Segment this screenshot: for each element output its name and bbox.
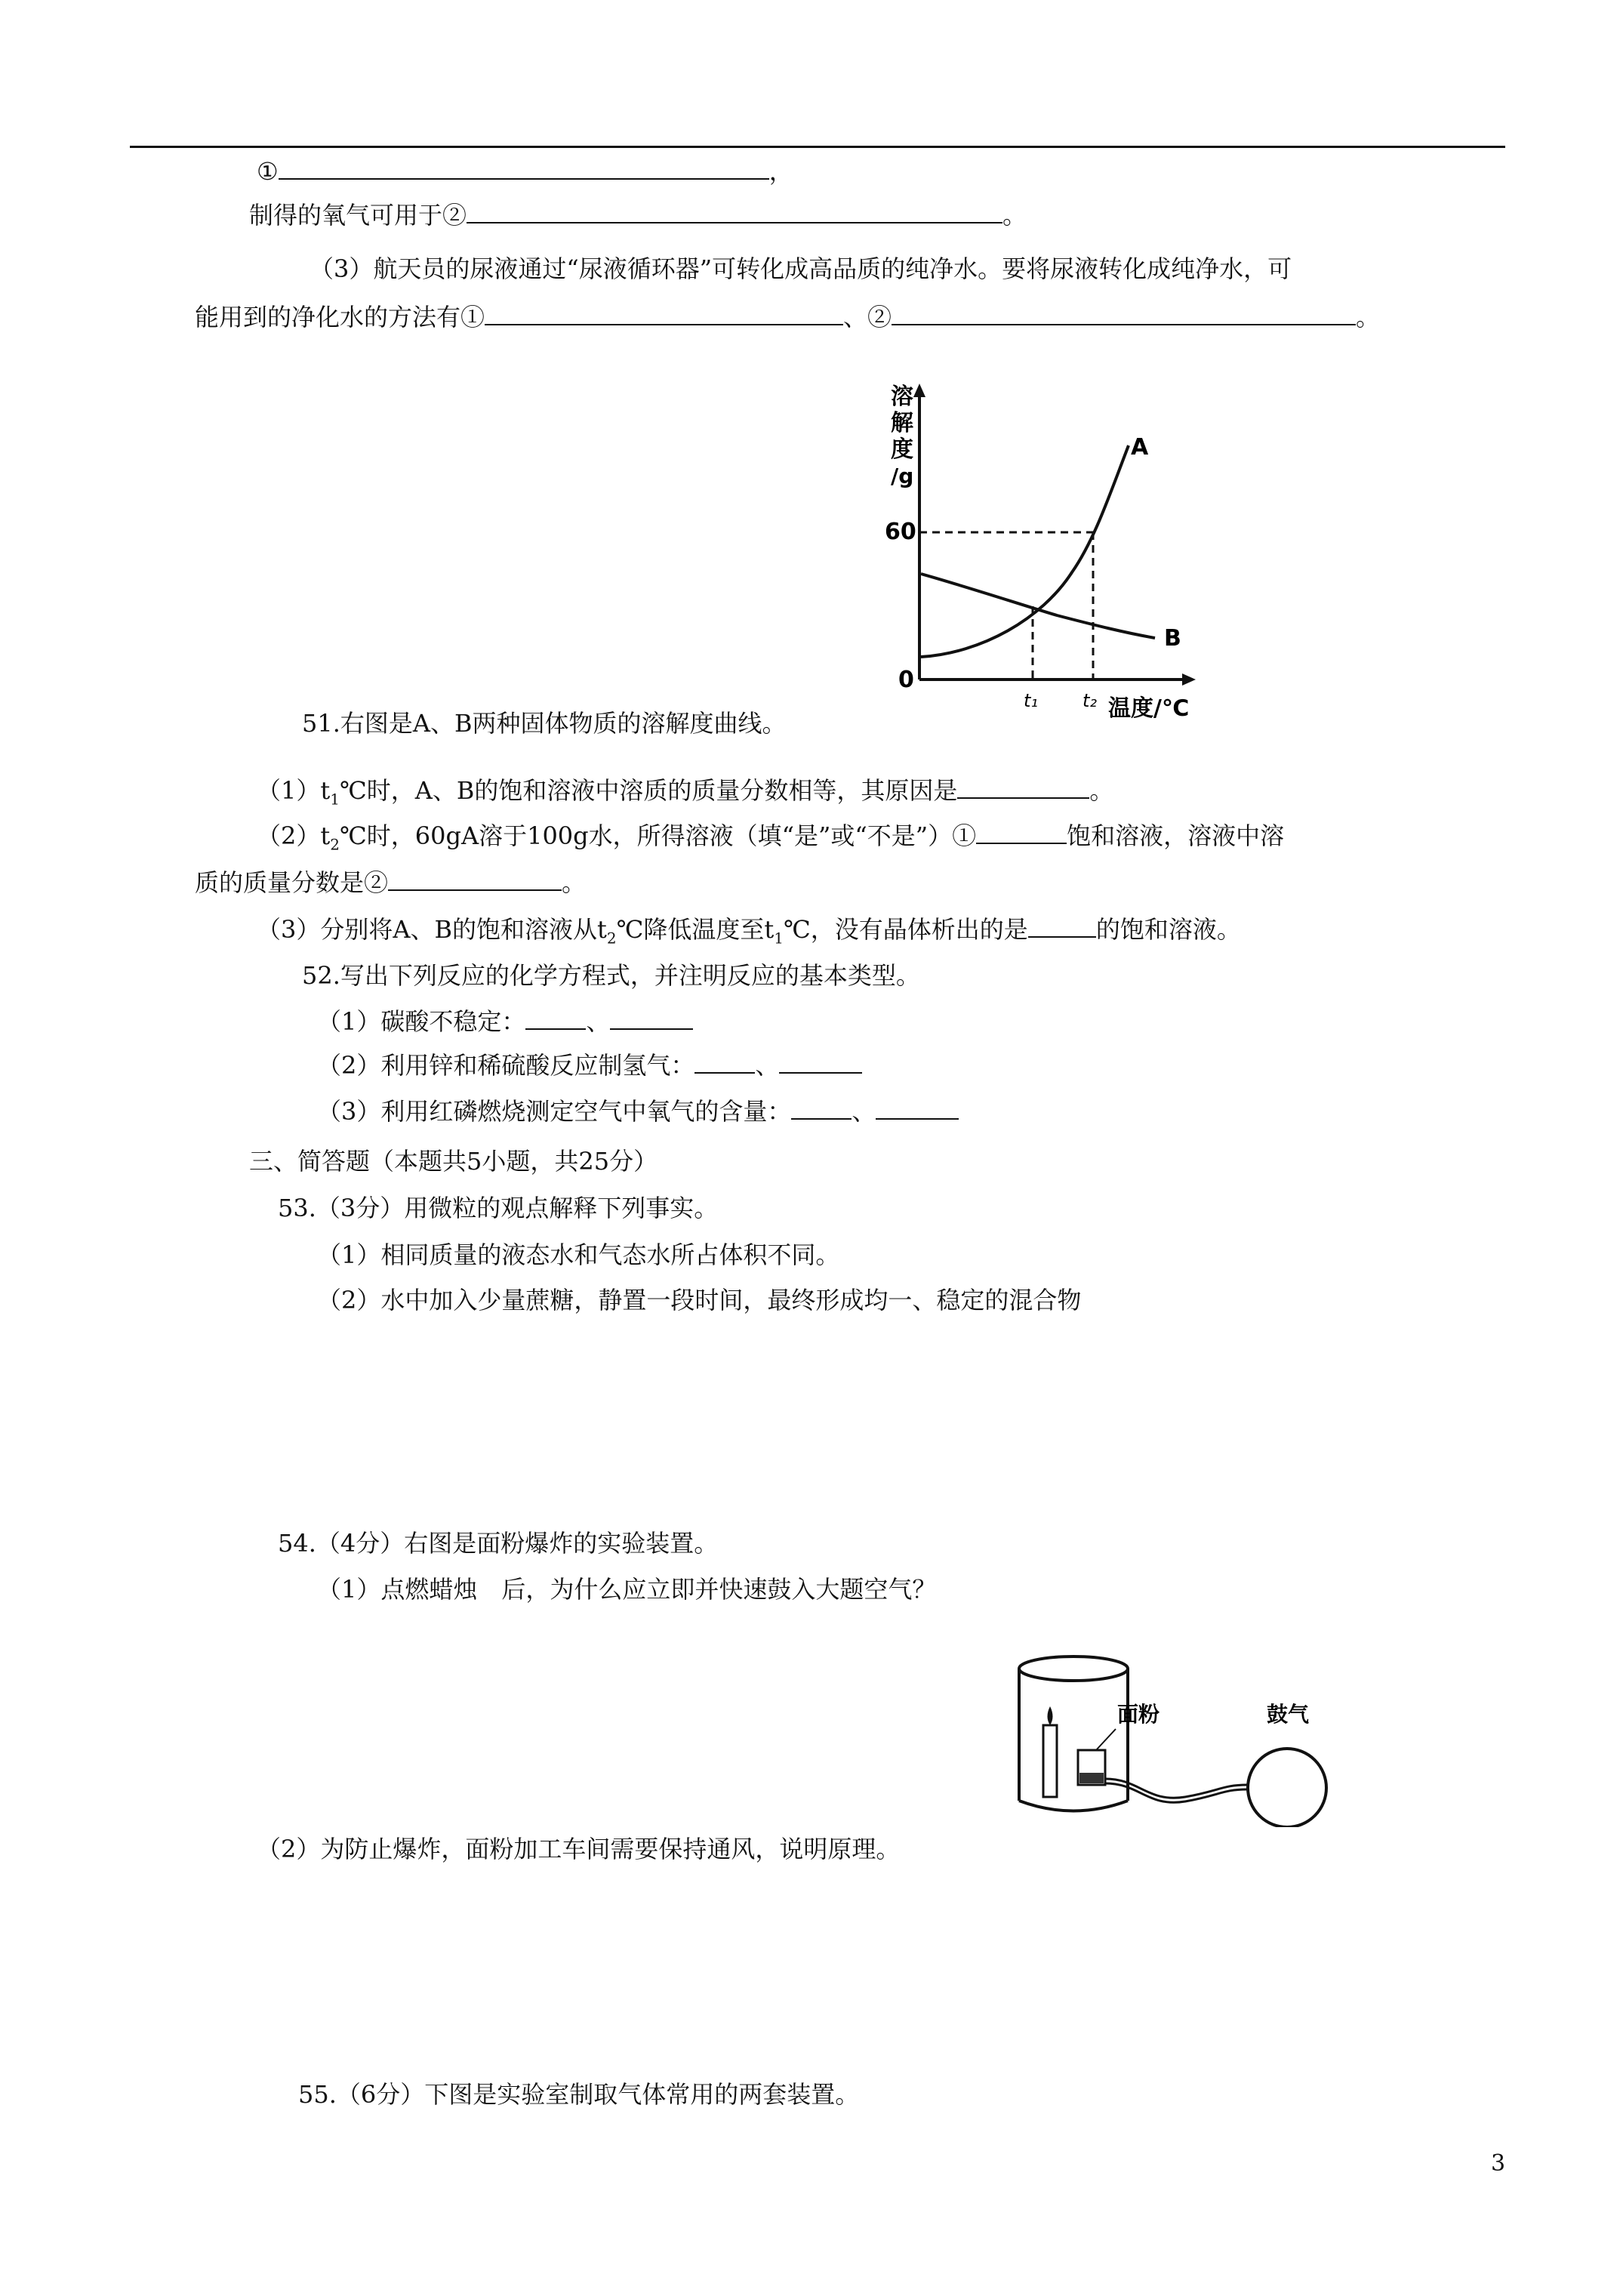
- x-tick-t1: t₁: [1024, 690, 1039, 711]
- answer-blank[interactable]: [610, 1006, 693, 1030]
- ylabel-char: 溶: [891, 384, 913, 410]
- q53-part1: （1）相同质量的液态水和气态水所占体积不同。: [317, 1240, 840, 1269]
- section-3-heading: 三、简答题（本题共5小题，共25分）: [249, 1147, 658, 1176]
- y-tick-60: 60: [885, 519, 916, 545]
- answer-blank[interactable]: [279, 156, 769, 180]
- curve-b-label: B: [1164, 625, 1181, 652]
- flour: [1079, 1773, 1104, 1783]
- air-bulb: [1248, 1749, 1326, 1827]
- answer-blank[interactable]: [525, 1006, 586, 1030]
- cylinder-top: [1019, 1657, 1128, 1681]
- q50-part3-line-1: （3）航天员的尿液通过“尿液循环器”可转化成高品质的纯净水。要将尿液转化成纯净水，可: [310, 254, 1292, 283]
- q55-intro: 55.（6分）下图是实验室制取气体常用的两套装置。: [298, 2080, 860, 2109]
- ylabel-char: 度: [891, 436, 913, 463]
- q51-part2-line2: 质的质量分数是② 。: [195, 868, 587, 897]
- answer-blank[interactable]: [892, 301, 1356, 325]
- q54-part2: （2）为防止爆炸，面粉加工车间需要保持通风，说明原理。: [257, 1835, 901, 1863]
- flour-explosion-apparatus: [1012, 1646, 1344, 1827]
- q50-line-1: ① ，: [257, 157, 793, 186]
- answer-blank[interactable]: [876, 1096, 959, 1120]
- ylabel-char: 解: [891, 410, 913, 436]
- curve-a-label: A: [1131, 434, 1149, 461]
- answer-blank[interactable]: [485, 301, 843, 325]
- x-axis-label: 温度/℃: [1108, 695, 1190, 722]
- y-axis-arrow: [913, 384, 925, 397]
- answer-blank[interactable]: [957, 775, 1089, 799]
- q54-intro: 54.（4分）右图是面粉爆炸的实验装置。: [278, 1529, 719, 1558]
- q51-intro: 51.右图是A、B两种固体物质的溶解度曲线。: [302, 709, 787, 738]
- q52-intro: 52.写出下列反应的化学方程式，并注明反应的基本类型。: [302, 961, 920, 990]
- candle: [1043, 1725, 1057, 1797]
- answer-blank[interactable]: [694, 1049, 755, 1074]
- q52-item-1: （1）碳酸不稳定： 、: [317, 1005, 693, 1038]
- q50-part3-line-2: 能用到的净化水的方法有① 、② 。: [195, 303, 1381, 331]
- circled-1: ①: [257, 157, 279, 186]
- q51-part1: $(1)t_1℃$时，A、B的饱和溶液中溶质的质量分数相等，其原因是 。: [257, 776, 1114, 809]
- header-rule: [130, 146, 1505, 148]
- answer-blank[interactable]: [1028, 914, 1096, 938]
- answer-blank[interactable]: [388, 867, 562, 891]
- q53-intro: 53.（3分）用微粒的观点解释下列事实。: [278, 1194, 719, 1222]
- page-number: 3: [1491, 2150, 1506, 2177]
- q51-part2: $(2)t_2℃$时，60gA溶于100g水，所得溶液（填“是”或“不是”）① 饱和溶液，溶液中溶: [257, 821, 1285, 854]
- x-axis-arrow: [1182, 673, 1196, 686]
- candle-flame: [1048, 1706, 1053, 1725]
- label-blow: 鼓气: [1267, 1702, 1310, 1727]
- q52-item-3: （3）利用红磷燃烧测定空气中氧气的含量： 、: [317, 1095, 959, 1128]
- answer-blank[interactable]: [467, 199, 1002, 223]
- solubility-chart: [868, 370, 1215, 732]
- ylabel-unit: /g: [891, 464, 914, 488]
- answer-blank[interactable]: [791, 1096, 852, 1120]
- q50-line-2: 制得的氧气可用于② 。: [249, 201, 1027, 230]
- label-flour: 面粉: [1117, 1702, 1160, 1727]
- curve-b: [921, 574, 1155, 638]
- x-tick-t2: t₂: [1083, 690, 1098, 711]
- q54-part1: （1）点燃蜡烛 后，为什么应立即并快速鼓入大题空气？: [317, 1575, 937, 1604]
- answer-blank[interactable]: [779, 1049, 862, 1074]
- answer-blank[interactable]: [976, 820, 1067, 844]
- q52-item-2: （2）利用锌和稀硫酸反应制氢气： 、: [317, 1049, 862, 1082]
- q53-part2: （2）水中加入少量蔗糖，静置一段时间，最终形成均一、稳定的混合物: [317, 1286, 1082, 1314]
- origin-label: 0: [898, 667, 914, 693]
- q51-part3: （3）分别将A、B的饱和溶液从$t_2℃$降低温度至$t_1℃$，没有晶体析出的是 的饱和溶液。: [257, 915, 1241, 948]
